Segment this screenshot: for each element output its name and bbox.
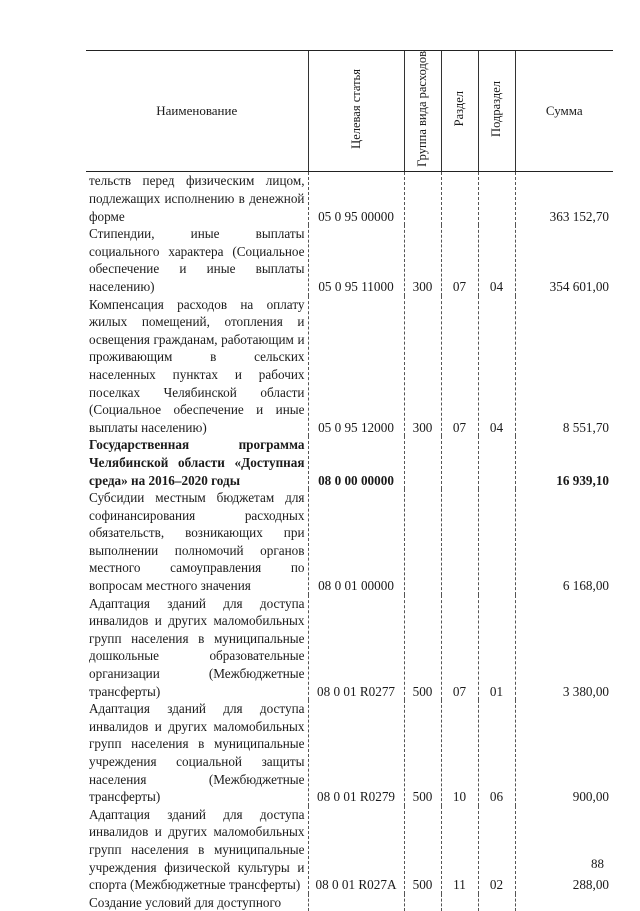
row-subsection-cell — [478, 489, 515, 595]
row-section-cell: 07 — [441, 595, 478, 701]
row-target-article-cell: 05 0 95 00000 — [308, 172, 404, 225]
table-row — [86, 172, 613, 225]
row-expense-group-cell — [404, 489, 441, 595]
row-name-cell: Адаптация зданий для доступа инвалидов и других маломобильных групп населения в муниципальные учреждения социальной защиты населения (Межбюджетные трансферты) — [89, 701, 305, 805]
header-expense-group: Группа вида расходов — [404, 51, 441, 172]
row-target-article-cell: 08 0 01 00000 — [308, 489, 404, 595]
row-name-cell: Субсидии местным бюджетам для софинансирования расходных обязательств, возникающих при выполнении полномочий органов местного самоуправления по вопросам местного значения — [89, 490, 305, 594]
row-subsection-cell — [478, 894, 515, 911]
table-header-row — [86, 51, 613, 172]
row-section-cell — [441, 894, 478, 911]
row-name-cell: Государственная программа Челябинской области «Доступная среда» на 2016–2020 годы — [89, 437, 305, 488]
row-expense-group-cell — [404, 172, 441, 225]
row-expense-group-cell: 300 — [404, 296, 441, 437]
table-row — [86, 489, 613, 595]
row-target-article-cell: 08 0 00 00000 — [308, 436, 404, 489]
table-row — [86, 436, 613, 489]
row-section-cell: 07 — [441, 225, 478, 295]
row-subsection-cell: 02 — [478, 806, 515, 894]
table-row — [86, 894, 613, 911]
row-expense-group-cell: 500 — [404, 700, 441, 806]
row-subsection-cell — [478, 172, 515, 225]
header-subsection: Подраздел — [478, 51, 515, 172]
table-row — [86, 806, 613, 894]
header-name: Наименование — [86, 51, 308, 172]
row-section-cell — [441, 489, 478, 595]
row-sum-cell: 354 601,00 — [515, 225, 613, 295]
row-subsection-cell: 01 — [478, 595, 515, 701]
row-section-cell — [441, 172, 478, 225]
row-name-cell: Адаптация зданий для доступа инвалидов и других маломобильных групп населения в муниципальные учреждения физической культуры и спорта (Межбюджетные трансферты) — [89, 806, 305, 893]
row-sum-cell: 16 939,10 — [515, 436, 613, 489]
row-name-cell: Компенсация расходов на оплату жилых помещений, отопления и освещения гражданам, работающим и проживающим в сельских населенных пунктах и рабочих поселках Челябинской области (Социальное обеспечение и иные выплаты населению) — [89, 296, 305, 435]
row-sum-cell: 3 380,00 — [515, 595, 613, 701]
row-expense-group-cell — [404, 894, 441, 911]
row-subsection-cell — [478, 436, 515, 489]
row-target-article-cell: 08 0 01 R027A — [308, 806, 404, 894]
row-sum-cell: 900,00 — [515, 700, 613, 806]
row-sum-cell — [515, 894, 613, 911]
row-sum-cell: 6 168,00 — [515, 489, 613, 595]
table-row — [86, 296, 613, 437]
row-expense-group-cell: 500 — [404, 806, 441, 894]
row-name-cell: тельств перед физическим лицом, подлежащих исполнению в денежной форме — [89, 173, 305, 224]
row-name-cell: Адаптация зданий для доступа инвалидов и других маломобильных групп населения в муниципальные дошкольные образовательные организации (Межбюджетные трансферты) — [89, 595, 305, 699]
row-subsection-cell: 04 — [478, 296, 515, 437]
row-name-cell: Создание условий для доступного — [89, 894, 282, 910]
table-row — [86, 225, 613, 295]
header-target-article: Целевая статья — [308, 51, 404, 172]
row-section-cell: 11 — [441, 806, 478, 894]
table-row — [86, 700, 613, 806]
budget-table — [86, 50, 613, 911]
header-sum: Сумма — [515, 51, 613, 172]
row-target-article-cell: 08 0 01 R0279 — [308, 700, 404, 806]
row-section-cell: 10 — [441, 700, 478, 806]
row-section-cell — [441, 436, 478, 489]
row-name-cell: Стипендии, иные выплаты социального характера (Социальное обеспечение и иные выплаты населению) — [89, 226, 305, 294]
table-row — [86, 595, 613, 701]
row-target-article-cell — [308, 894, 404, 911]
row-sum-cell: 363 152,70 — [515, 172, 613, 225]
row-expense-group-cell: 300 — [404, 225, 441, 295]
row-expense-group-cell — [404, 436, 441, 489]
row-subsection-cell: 06 — [478, 700, 515, 806]
row-sum-cell: 8 551,70 — [515, 296, 613, 437]
row-section-cell: 07 — [441, 296, 478, 437]
row-subsection-cell: 04 — [478, 225, 515, 295]
row-target-article-cell: 05 0 95 12000 — [308, 296, 404, 437]
row-expense-group-cell: 500 — [404, 595, 441, 701]
row-target-article-cell: 05 0 95 11000 — [308, 225, 404, 295]
page-number: 88 — [591, 856, 604, 871]
header-section: Раздел — [441, 51, 478, 172]
row-target-article-cell: 08 0 01 R0277 — [308, 595, 404, 701]
row-sum-cell: 288,00 — [515, 806, 613, 894]
